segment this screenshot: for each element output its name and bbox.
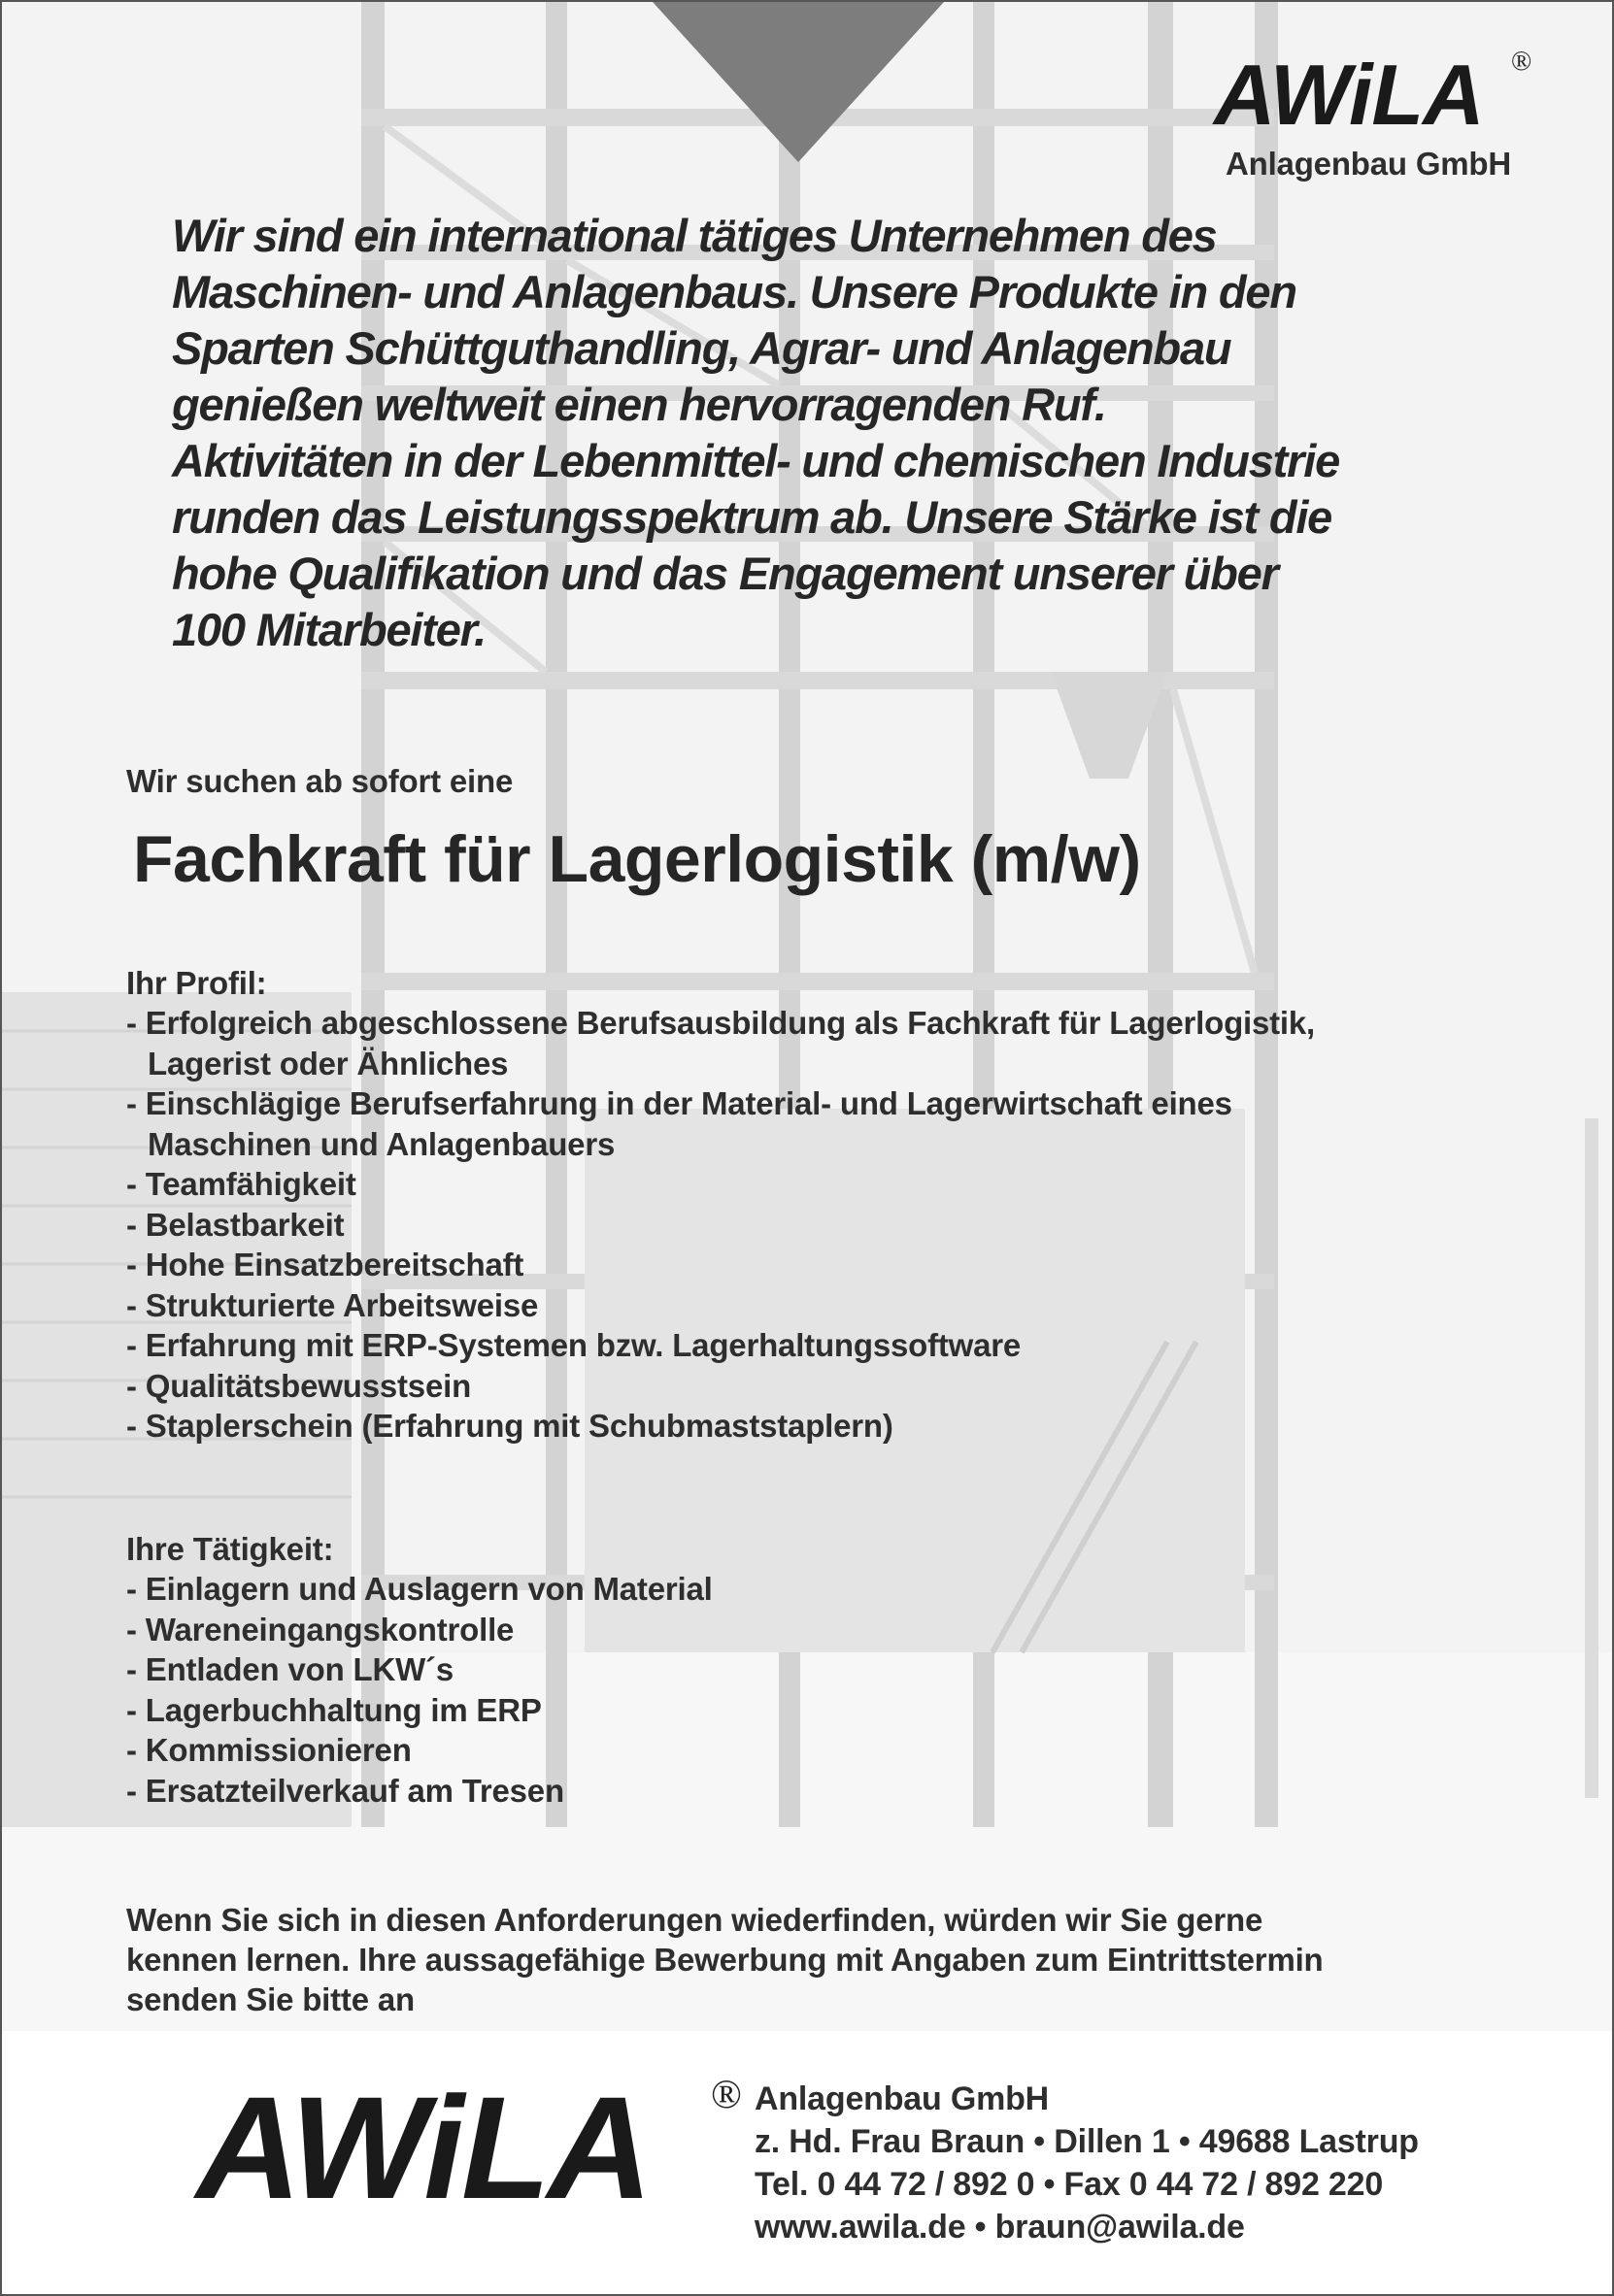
list-item: - Staplerschein (Erfahrung mit Schubmaststaplern)	[126, 1408, 893, 1444]
header-registered-mark: ®	[1511, 47, 1532, 77]
profile-section	[126, 963, 1315, 1447]
list-item: - Einschlägige Berufserfahrung in der Material- und Lagerwirtschaft eines	[126, 1085, 1232, 1121]
list-item: - Lagerbuchhaltung im ERP	[126, 1691, 542, 1728]
tasks-section	[126, 1529, 713, 1811]
list-item: - Wareneingangskontrolle	[126, 1611, 515, 1647]
list-item: - Entladen von LKW´s	[126, 1651, 454, 1687]
intro-line: Wir sind ein international tätiges Unternehmen des	[172, 210, 1217, 261]
header-logo	[1214, 47, 1544, 183]
list-item: - Hohe Einsatzbereitschaft	[126, 1247, 524, 1282]
header-company-subtitle: Anlagenbau GmbH	[1226, 146, 1512, 182]
intro-line: 100 Mitarbeiter.	[172, 604, 487, 655]
list-item: - Qualitätsbewusstsein	[126, 1367, 472, 1404]
closing-paragraph	[126, 1900, 1324, 2019]
profile-heading: Ihr Profil:	[126, 965, 267, 1001]
footer-company: Anlagenbau GmbH	[755, 2080, 1050, 2117]
footer-logo	[196, 2066, 650, 2229]
header-logo-word: AWiLA	[1214, 47, 1484, 143]
list-item: - Einlagern und Auslagern von Material	[126, 1571, 713, 1607]
list-item: - Belastbarkeit	[126, 1206, 345, 1243]
intro-line: Aktivitäten in der Lebenmittel- und chemischen Industrie	[172, 435, 1340, 486]
company-intro	[172, 208, 1454, 658]
footer-contact	[755, 2078, 1419, 2248]
intro-line: Maschinen- und Anlagenbaus. Unsere Produkte in den	[172, 266, 1296, 317]
footer-registered-mark: ®	[711, 2073, 742, 2117]
closing-line: kennen lernen. Ihre aussagefähige Bewerbung mit Angaben zum Eintrittstermin	[126, 1942, 1324, 1978]
list-item: - Ersatzteilverkauf am Tresen	[126, 1772, 564, 1809]
intro-line: Sparten Schüttguthandling, Agrar- und Anlagenbau	[172, 322, 1231, 374]
intro-line: genießen weltweit einen hervorragenden Ruf.	[172, 379, 1106, 430]
list-item: - Erfolgreich abgeschlossene Berufsausbildung als Fachkraft für Lagerlogistik,	[126, 1005, 1316, 1041]
list-item: Lagerist oder Ähnliches	[148, 1045, 509, 1081]
tasks-heading: Ihre Tätigkeit:	[126, 1531, 334, 1567]
list-item: - Kommissionieren	[126, 1732, 412, 1768]
profile-list	[126, 1003, 1315, 1447]
list-item: - Strukturierte Arbeitsweise	[126, 1286, 539, 1323]
closing-line: senden Sie bitte an	[126, 1981, 415, 2017]
intro-line: runden das Leistungsspektrum ab. Unsere Stärke ist die	[172, 491, 1332, 543]
footer-logo-word: AWiLA	[196, 2066, 650, 2229]
footer-web-email: www.awila.de • braun@awila.de	[755, 2209, 1245, 2246]
list-item: - Teamfähigkeit	[126, 1166, 356, 1202]
closing-line: Wenn Sie sich in diesen Anforderungen wiederfinden, würden wir Sie gerne	[126, 1902, 1263, 1938]
list-item: - Erfahrung mit ERP-Systemen bzw. Lagerhaltungssoftware	[126, 1327, 1022, 1363]
top-triangle-mark	[653, 2, 944, 167]
list-item: Maschinen und Anlagenbauers	[148, 1125, 616, 1162]
job-title: Fachkraft für Lagerlogistik (m/w)	[133, 822, 1141, 896]
intro-line: hohe Qualifikation und das Engagement unserer über	[172, 548, 1278, 599]
footer-address: z. Hd. Frau Braun • Dillen 1 • 49688 Lastrup	[755, 2123, 1419, 2160]
footer-phone-fax: Tel. 0 44 72 / 892 0 • Fax 0 44 72 / 892 220	[755, 2166, 1384, 2203]
search-intro: Wir suchen ab sofort eine	[126, 763, 514, 799]
tasks-list	[126, 1569, 713, 1811]
